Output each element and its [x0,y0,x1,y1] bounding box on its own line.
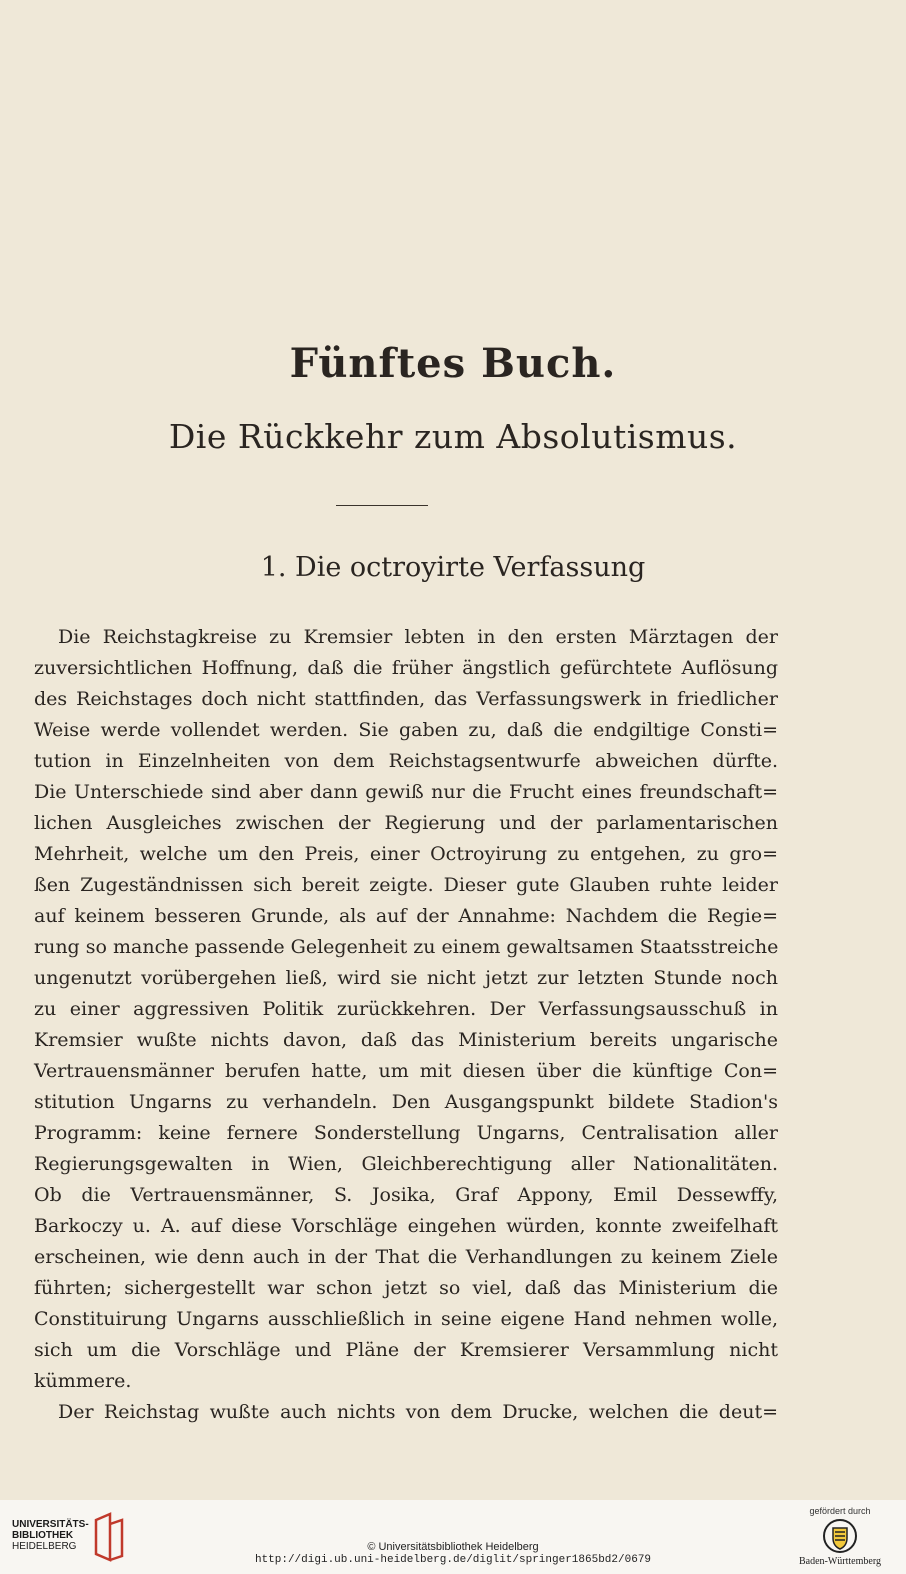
library-name-line1: UNIVERSITÄTS- [12,1519,89,1530]
library-name-line2: BIBLIOTHEK [12,1530,74,1541]
book-subtitle: Die Rückkehr zum Absolutismus. [168,417,738,456]
text-line: Barkoczy u. A. auf diese Vorschläge eingehen würden, konnte zweifelhaft [34,1215,778,1237]
section-divider [336,505,428,506]
text-line: stitution Ungarns zu verhandeln. Den Ausgangspunkt bildete Stadion's [34,1091,778,1113]
text-line: Die Unterschiede sind aber dann gewiß nur die Frucht eines freundschaft= [34,781,778,803]
text-line: Ob die Vertrauensmänner, S. Josika, Graf Appony, Emil Dessewffy, [34,1184,778,1206]
text-line: kümmere. [34,1370,132,1392]
text-line: Die Reichstagkreise zu Kremsier lebten in den ersten Märztagen der [58,626,778,648]
chapter-heading: 1. Die octroyirte Verfassung [260,552,646,583]
funder-name: Baden-Württemberg [798,1556,881,1567]
text-line: Regierungsgewalten in Wien, Gleichberechtigung aller Nationalitäten. [34,1153,778,1175]
text-line: zuversichtlichen Hoffnung, daß die früher ängstlich gefürchtete Auflösung [34,657,778,679]
body-text [34,622,778,1428]
book-title: Fünftes Buch. [289,340,617,387]
text-line: Constituirung Ungarns ausschließlich in seine eigene Hand nehmen wolle, [34,1308,778,1330]
text-line: Kremsier wußte nichts davon, daß das Ministerium bereits ungarische [34,1029,778,1051]
text-line: zu einer aggressiven Politik zurückkehren. Der Verfassungsausschuß in [34,998,778,1020]
text-line: Weise werde vollendet werden. Sie gaben zu, daß die endgiltige Consti= [34,719,778,741]
text-line: auf keinem besseren Grunde, als auf der Annahme: Nachdem die Regie= [34,905,778,927]
text-line: Vertrauensmänner berufen hatte, um mit diesen über die künftige Con= [34,1060,778,1082]
text-line: ßen Zugeständnissen sich bereit zeigte. Dieser gute Glauben ruhte leider [34,874,778,896]
library-name-line3: HEIDELBERG [12,1541,77,1552]
text-line: Mehrheit, welche um den Preis, einer Octroyirung zu entgehen, zu gro= [34,843,778,865]
text-line: Der Reichstag wußte auch nichts von dem Drucke, welchen die deut= [58,1401,778,1423]
text-line: Programm: keine fernere Sonderstellung Ungarns, Centralisation aller [34,1122,778,1144]
text-line: lichen Ausgleiches zwischen der Regierung und der parlamentarischen [34,812,778,834]
text-line: des Reichstages doch nicht stattfinden, das Verfassungswerk in friedlicher [34,688,778,710]
text-line: ungenutzt vorübergehen ließ, wird sie nicht jetzt zur letzten Stunde noch [34,967,778,989]
copyright-text: © Universitätsbibliothek Heidelberg [367,1541,539,1553]
text-line: sich um die Vorschläge und Pläne der Kremsierer Versammlung nicht [34,1339,778,1361]
coat-of-arms-icon [822,1518,858,1554]
text-line: führten; sichergestellt war schon jetzt so viel, daß das Ministerium die [34,1277,778,1299]
text-line: rung so manche passende Gelegenheit zu einem gewaltsamen Staatsstreiche [34,936,779,958]
text-line: tution in Einzelnheiten von dem Reichstagsentwurfe abweichen dürfte. [34,750,778,772]
funded-by-label: gefördert durch [809,1506,871,1516]
source-url-link[interactable]: http://digi.ub.uni-heidelberg.de/diglit/springer1865bd2/0679 [254,1554,652,1566]
text-line: erscheinen, wie denn auch in der That die Verhandlungen zu keinem Ziele [34,1246,778,1268]
